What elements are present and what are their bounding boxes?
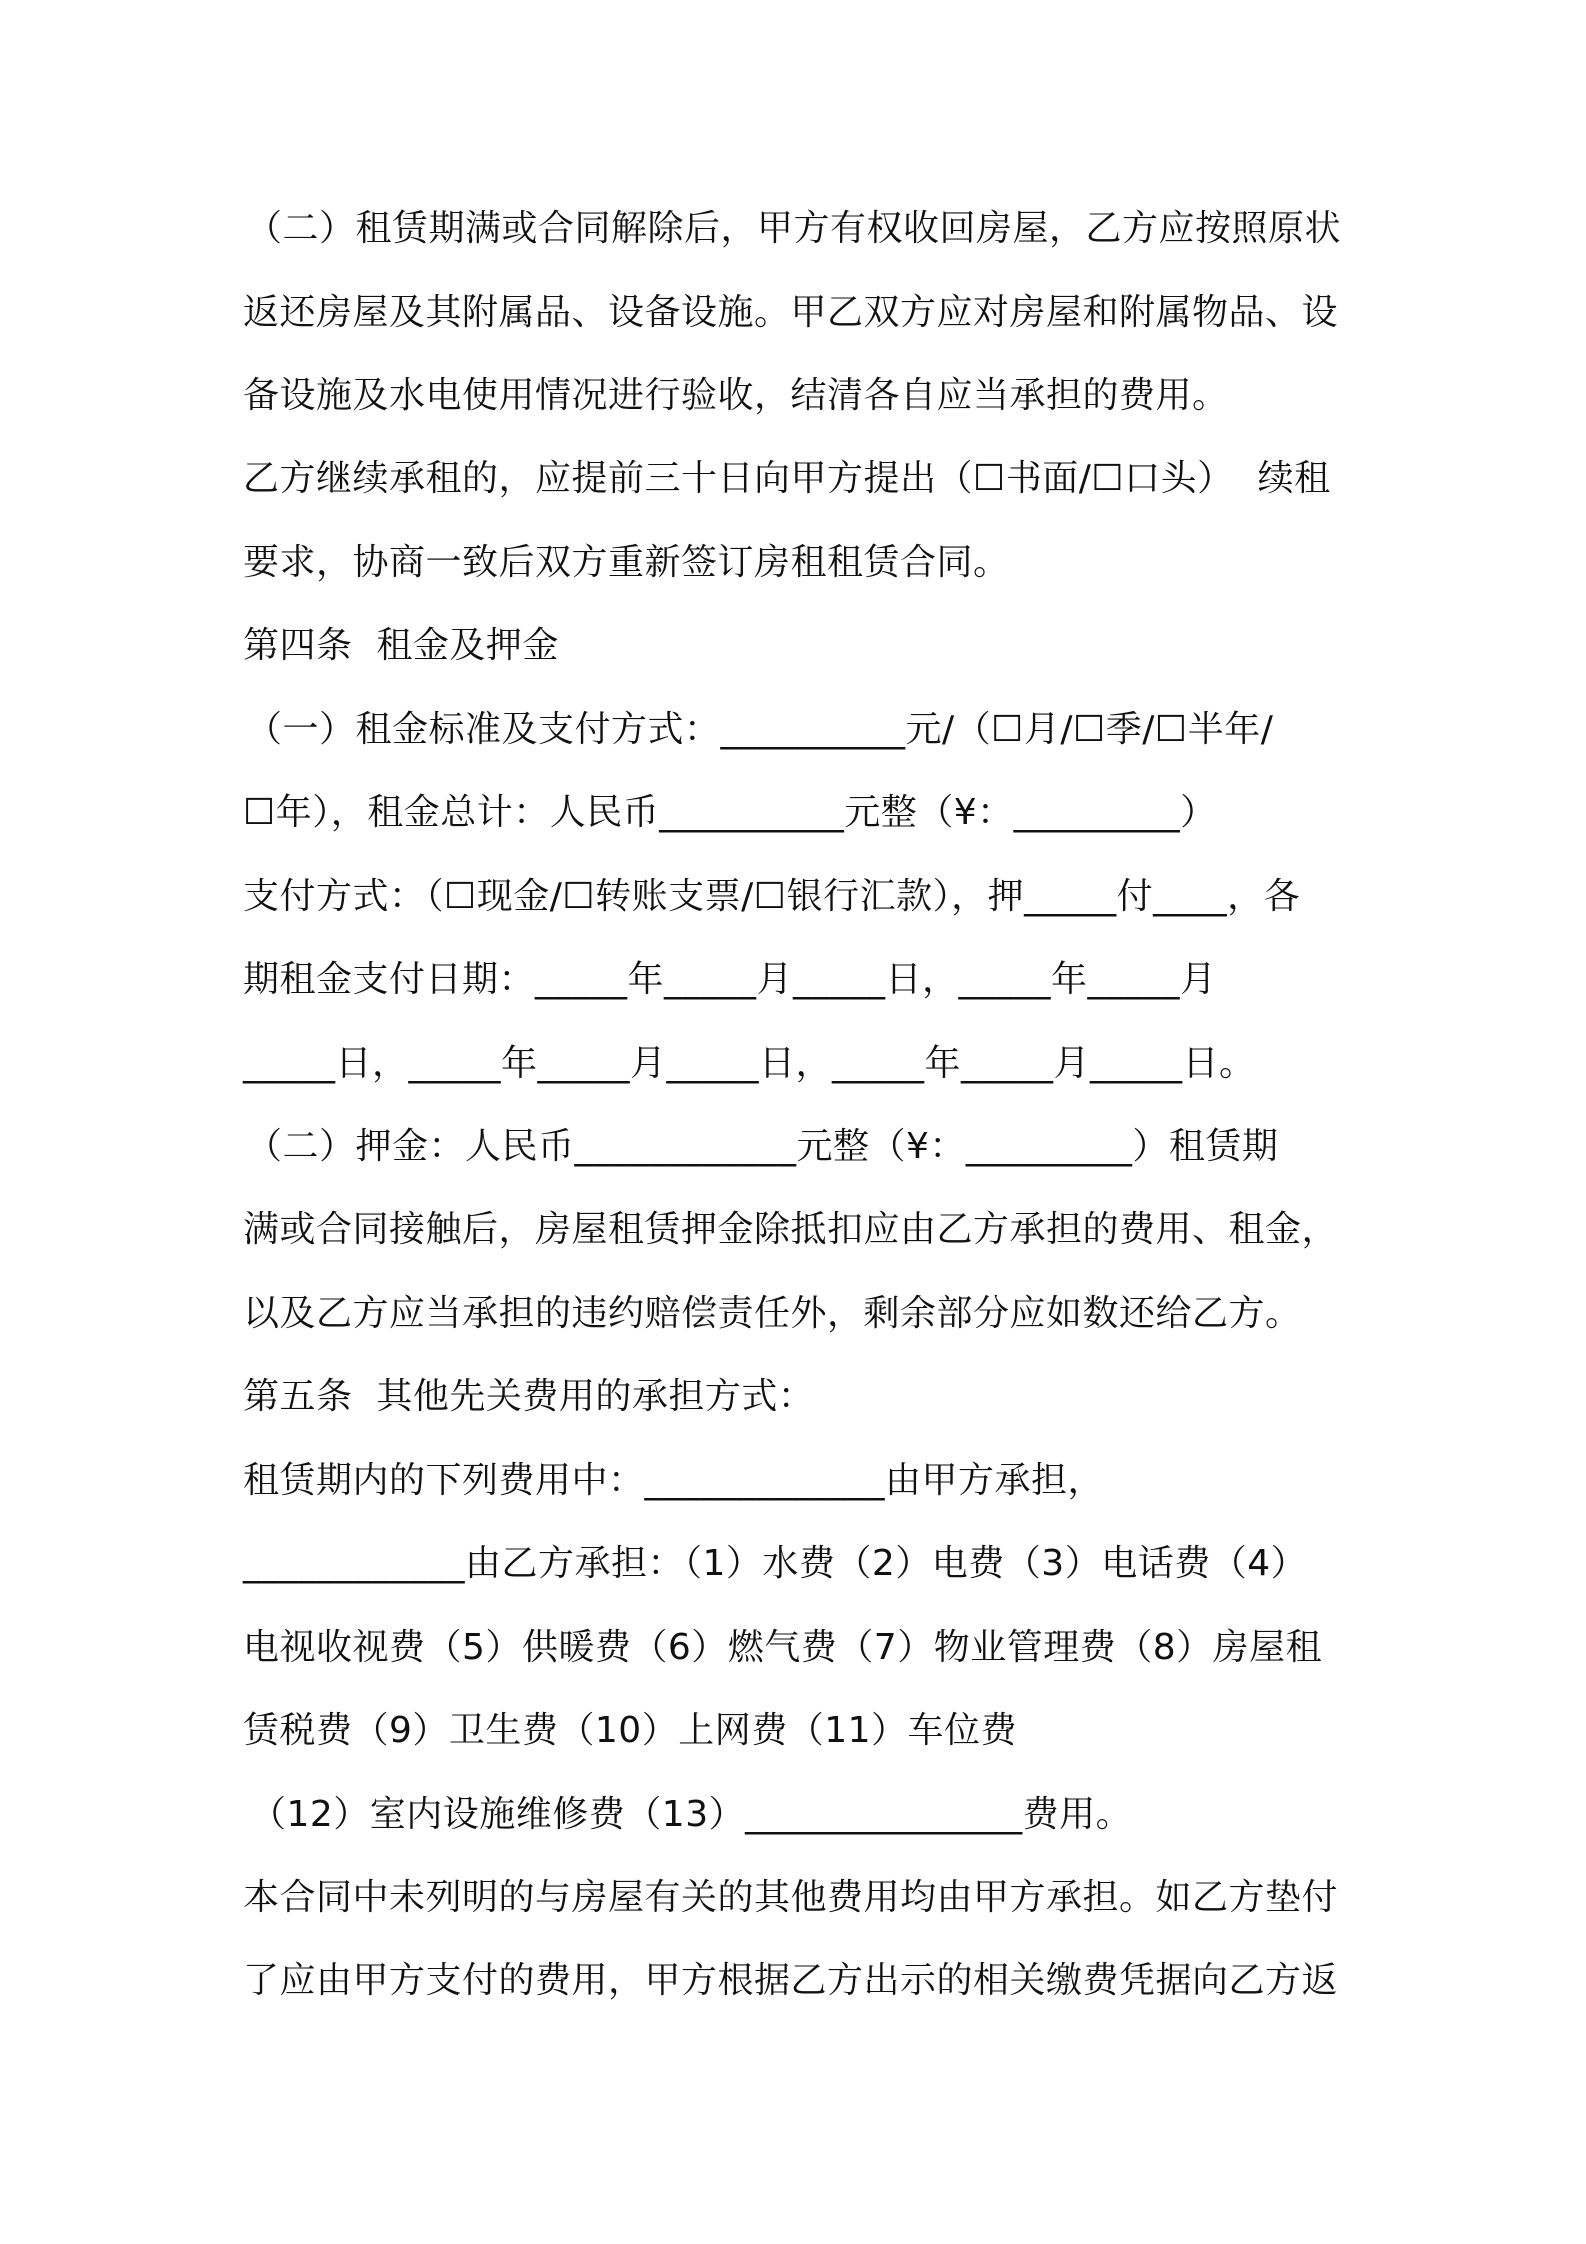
text-line: 返还房屋及其附属品、设备设施。甲乙双方应对房屋和附属物品、设 xyxy=(243,292,1339,333)
text-line: ____________由乙方承担：（1）水费（2）电费（3）电话费（4） xyxy=(243,1543,1308,1584)
text-line: 要求，协商一致后双方重新签订房租租赁合同。 xyxy=(243,542,1010,583)
text-line: ☐年），租金总计：人民币__________元整（¥：_________） xyxy=(243,792,1217,833)
text-line: 以及乙方应当承担的违约赔偿责任外，剩余部分应如数还给乙方。 xyxy=(243,1293,1302,1334)
text-line: 满或合同接触后，房屋租赁押金除抵扣应由乙方承担的费用、租金， xyxy=(243,1209,1339,1250)
text-line: 期租金支付日期：_____年_____月_____日，_____年_____月 xyxy=(243,959,1217,1000)
text-line: 备设施及水电使用情况进行验收，结清各自应当承担的费用。 xyxy=(243,375,1229,416)
text-line: （12）室内设施维修费（13）_______________费用。 xyxy=(250,1794,1133,1835)
text-line: 了应由甲方支付的费用，甲方根据乙方出示的相关缴费凭据向乙方返 xyxy=(243,1960,1339,2001)
text-line: （一）租金标准及支付方式：__________元/（☐月/☐季/☐半年/ xyxy=(246,709,1274,750)
text-line: 电视收视费（5）供暖费（6）燃气费（7）物业管理费（8）房屋租 xyxy=(243,1627,1323,1668)
text-line: 租赁期内的下列费用中：_____________由甲方承担， xyxy=(243,1460,1105,1501)
section-heading: 第五条 其他先关费用的承担方式： xyxy=(243,1376,815,1417)
text-line: 本合同中未列明的与房屋有关的其他费用均由甲方承担。如乙方垫付 xyxy=(243,1877,1339,1918)
section-heading: 第四条 租金及押金 xyxy=(243,625,559,666)
text-line: 乙方继续承租的，应提前三十日向甲方提出（☐书面/☐口头） 续租 xyxy=(243,458,1331,499)
text-line: 支付方式：（☐现金/☐转账支票/☐银行汇款），押_____付____，各 xyxy=(243,876,1301,917)
text-line: （二）租赁期满或合同解除后，甲方有权收回房屋，乙方应按照原状 xyxy=(246,208,1342,249)
text-line: 赁税费（9）卫生费（10）上网费（11）车位费 xyxy=(243,1710,1018,1751)
text-line: （二）押金：人民币____________元整（¥：_________）租赁期 xyxy=(246,1126,1279,1167)
text-line: _____日，_____年_____月_____日，_____年_____月_____日。 xyxy=(243,1043,1256,1084)
